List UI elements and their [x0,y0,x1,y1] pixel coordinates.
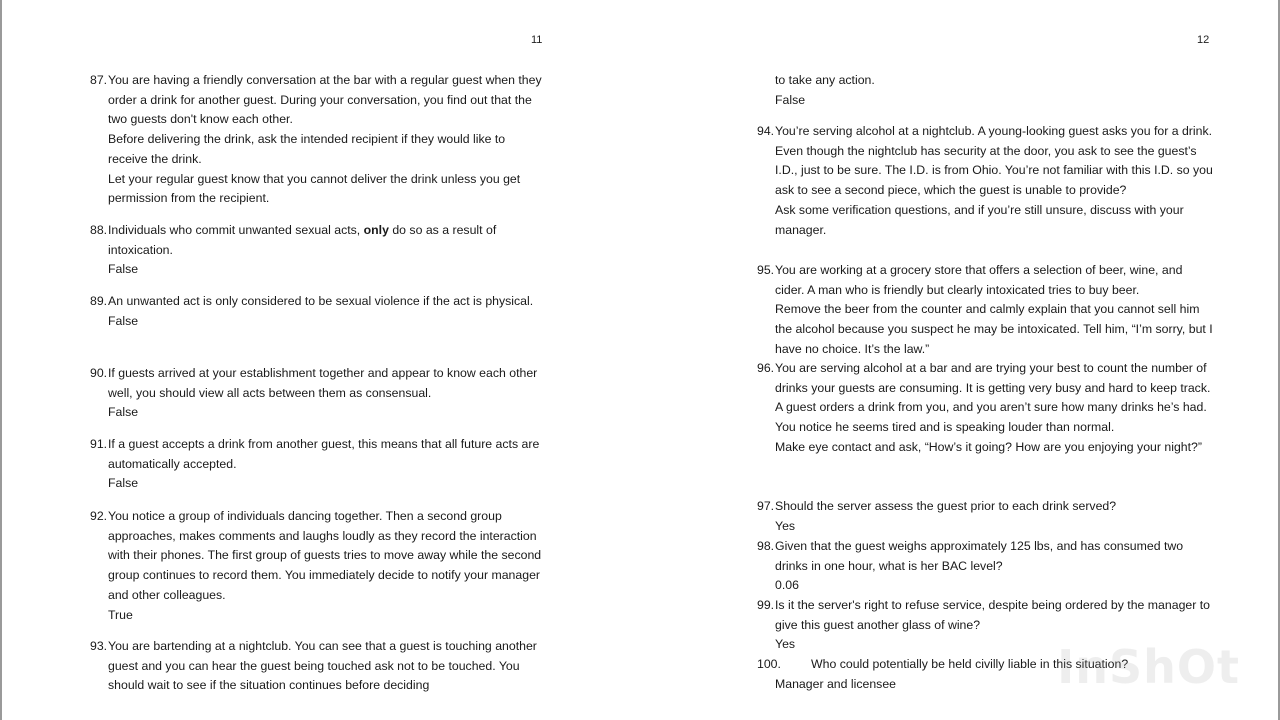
page-number-12: 12 [1197,34,1210,46]
answer-text: True [108,607,133,622]
answer-text: False [108,313,139,328]
question-text: Should the server assess the guest prior to each drink served? [775,499,1117,513]
answer-text: False [108,405,139,420]
question-number: 93. [90,639,108,653]
question-number: 99. [757,598,775,612]
question-number: 94. [757,124,775,138]
question-89 [90,292,548,331]
question-text: Is it the server's right to refuse service, despite being ordered by the manager to give this guest another glass of wine? [775,598,1211,632]
question-text: You are bartending at a nightclub. You can see that a guest is touching another guest and you can hear the guest being touched ask not to be touched. You should wait to see if the situation continues before deciding [108,639,537,693]
answer-text: Remove the beer from the counter and calmly explain that you cannot sell him the alcohol because you suspect he may be intoxicated. Tell him, “I’m sorry, but I have no choice. It’s the law.” [775,302,1213,356]
question-90 [90,364,548,423]
question-text: You notice a group of individuals dancing together. Then a second group approaches, makes comments and laughs loudly as they record the interaction with their phones. The first group of guests tries to move away while the second group continues to record them. You immediately decide to notify your manager and other colleagues. [108,509,542,602]
question-91 [90,435,548,494]
question-number: 97. [757,499,775,513]
answer-text: Ask some verification questions, and if you’re still unsure, discuss with your manager. [775,202,1184,237]
question-text: to take any action. [775,73,875,87]
question-96 [757,359,1213,458]
question-94 [757,122,1213,240]
question-text: You are serving alcohol at a bar and are trying your best to count the number of drinks your guests are consuming. It is getting very busy and hard to keep track. A guest orders a drink from you, and you aren’t sure how many drinks he’s had. You notice he seems tired and is speaking louder than normal. [775,361,1211,435]
answer-text: Make eye contact and ask, “How’s it going? How are you enjoying your night?” [775,439,1202,454]
answer-text: Yes [775,518,796,533]
question-text: You are having a friendly conversation at the bar with a regular guest when they order a drink for another guest. During your conversation, you find out that the two guests don't know each other. [108,73,542,127]
answer-text: False [108,476,139,491]
question-98 [757,537,1213,596]
question-number: 87. [90,73,108,87]
question-number: 88. [90,223,108,237]
question-number: 95. [757,263,775,277]
question-number: 89. [90,294,108,308]
question-93-continuation [775,71,1205,110]
question-number: 98. [757,539,775,553]
answer-text: Yes [775,637,796,652]
question-text: An unwanted act is only considered to be sexual violence if the act is physical. [108,294,534,308]
page-number-11: 11 [531,34,543,46]
question-number: 92. [90,509,108,523]
question-95 [757,261,1213,360]
question-number: 100. [757,657,781,671]
right-page [640,0,1280,720]
question-87 [90,71,548,209]
answer-text: Manager and licensee [775,676,896,691]
question-93 [90,637,548,696]
answer-text: Before delivering the drink, ask the intended recipient if they would like to receive the drink. [108,132,506,166]
question-92 [90,507,548,625]
question-text: If guests arrived at your establishment together and appear to know each other well, you should view all acts between them as consensual. [108,366,538,400]
question-text-before: Individuals who commit unwanted sexual acts, [108,223,364,237]
question-97 [757,497,1213,536]
answer-text: False [108,262,139,277]
inshot-watermark: InShOt [1057,640,1240,694]
question-number: 91. [90,437,108,451]
question-text-after: do so as a result of intoxication. [108,223,497,257]
question-88 [90,221,548,280]
question-text: You are working at a grocery store that offers a selection of beer, wine, and cider. A man who is friendly but clearly intoxicated tries to buy beer. [775,263,1183,297]
question-text: You’re serving alcohol at a nightclub. A young-looking guest asks you for a drink. Even though the nightclub has security at the door, you ask to see the guest’s I.D., just to be sure. The I.D. is from Ohio. You’re not familiar with this I.D. so you ask to see a second piece, which the guest is unable to provide? [775,124,1213,198]
question-text: Who could potentially be held civilly liable in this situation? [811,657,1129,671]
question-text: Given that the guest weighs approximately 125 lbs, and has consumed two drinks in one hour, what is her BAC level? [775,539,1184,573]
question-number: 96. [757,361,775,375]
question-text: If a guest accepts a drink from another guest, this means that all future acts are automatically accepted. [108,437,540,471]
question-text-bold: only [363,223,389,237]
question-number: 90. [90,366,108,380]
answer-text: False [775,92,806,107]
answer-text: 0.06 [775,578,799,593]
answer-text: Let your regular guest know that you cannot deliver the drink unless you get permission from the recipient. [108,171,521,206]
